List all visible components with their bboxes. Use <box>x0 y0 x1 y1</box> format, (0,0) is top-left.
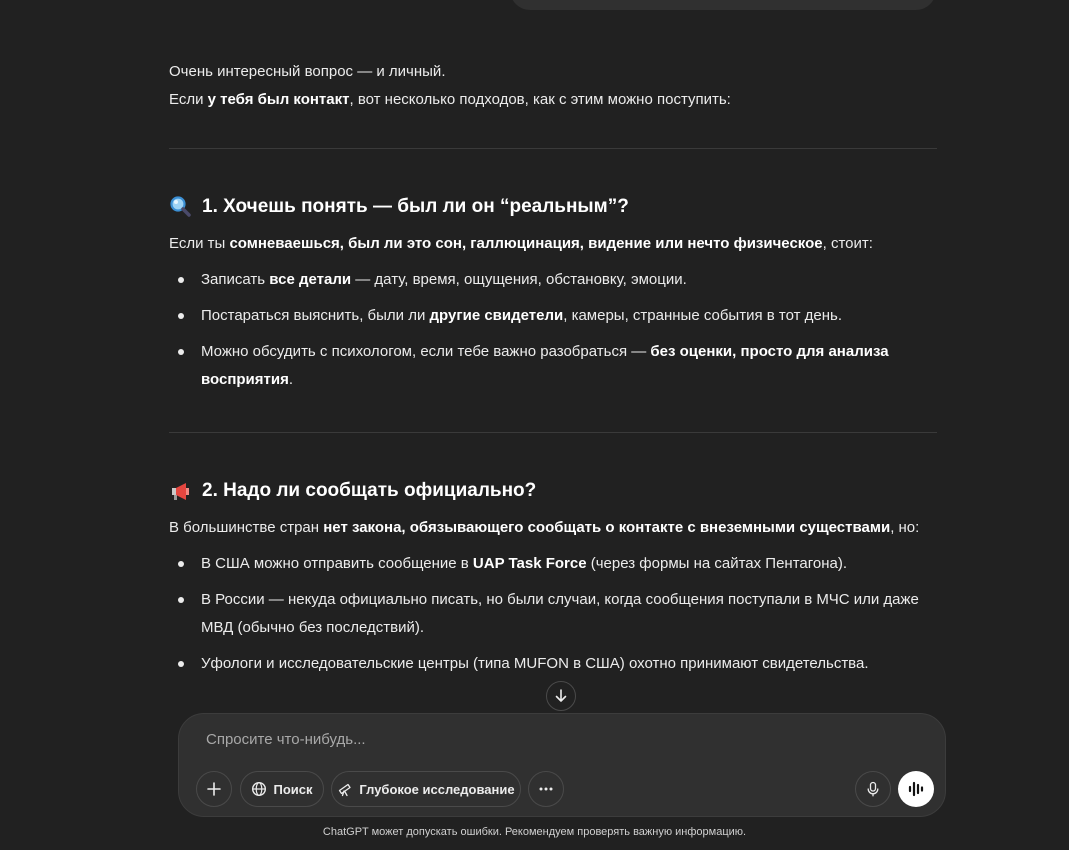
user-message-bubble <box>510 0 936 10</box>
list-item: Записать все детали — дату, время, ощущения, обстановку, эмоции. <box>169 266 937 294</box>
deep-research-button[interactable]: Глубокое исследование <box>331 771 521 807</box>
section-1-heading: 1. Хочешь понять — был ли он “реальным”? <box>169 193 937 221</box>
arrow-down-icon <box>553 688 569 704</box>
telescope-icon <box>337 781 353 797</box>
globe-icon <box>251 781 267 797</box>
section-2-list <box>169 550 937 678</box>
intro-line-2: Если у тебя был контакт, вот несколько подходов, как с этим можно поступить: <box>169 91 731 108</box>
message-composer <box>178 713 946 817</box>
plus-icon <box>206 781 222 797</box>
list-item: В России — некуда официально писать, но были случаи, когда сообщения поступали в МЧС или даже МВД (обычно без последствий). <box>169 586 937 642</box>
scroll-to-bottom-button[interactable] <box>546 681 576 711</box>
prompt-input[interactable]: Спросите что-нибудь... <box>206 731 366 748</box>
section-2-lead: В большинстве стран нет закона, обязывающего сообщать о контакте с внеземными существами, но: <box>169 519 920 536</box>
magnifier-icon <box>169 195 193 219</box>
voice-mode-button[interactable] <box>898 771 934 807</box>
list-item: Можно обсудить с психологом, если тебе важно разобраться — без оценки, просто для анализа восприятия. <box>169 338 937 394</box>
dictate-button[interactable] <box>855 771 891 807</box>
section-1-list <box>169 266 937 394</box>
section-2-heading: 2. Надо ли сообщать официально? <box>169 477 937 505</box>
megaphone-icon <box>169 479 193 503</box>
list-item: Уфологи и исследовательские центры (типа MUFON в США) охотно принимают свидетельства. <box>169 650 937 678</box>
list-item: В США можно отправить сообщение в UAP Task Force (через формы на сайтах Пентагона). <box>169 550 937 578</box>
ellipsis-icon <box>538 781 554 797</box>
assistant-message <box>169 58 937 678</box>
attach-button[interactable] <box>196 771 232 807</box>
microphone-icon <box>865 781 881 797</box>
list-item: Постараться выяснить, были ли другие свидетели, камеры, странные события в тот день. <box>169 302 937 330</box>
waveform-icon <box>907 780 925 798</box>
more-options-button[interactable] <box>528 771 564 807</box>
intro-line-1: Очень интересный вопрос — и личный. <box>169 63 446 80</box>
section-1-lead: Если ты сомневаешься, был ли это сон, галлюцинация, видение или нечто физическое, стоит: <box>169 235 873 252</box>
disclaimer-footer: ChatGPT может допускать ошибки. Рекомендуем проверять важную информацию. <box>322 826 747 838</box>
search-button[interactable]: Поиск <box>240 771 324 807</box>
